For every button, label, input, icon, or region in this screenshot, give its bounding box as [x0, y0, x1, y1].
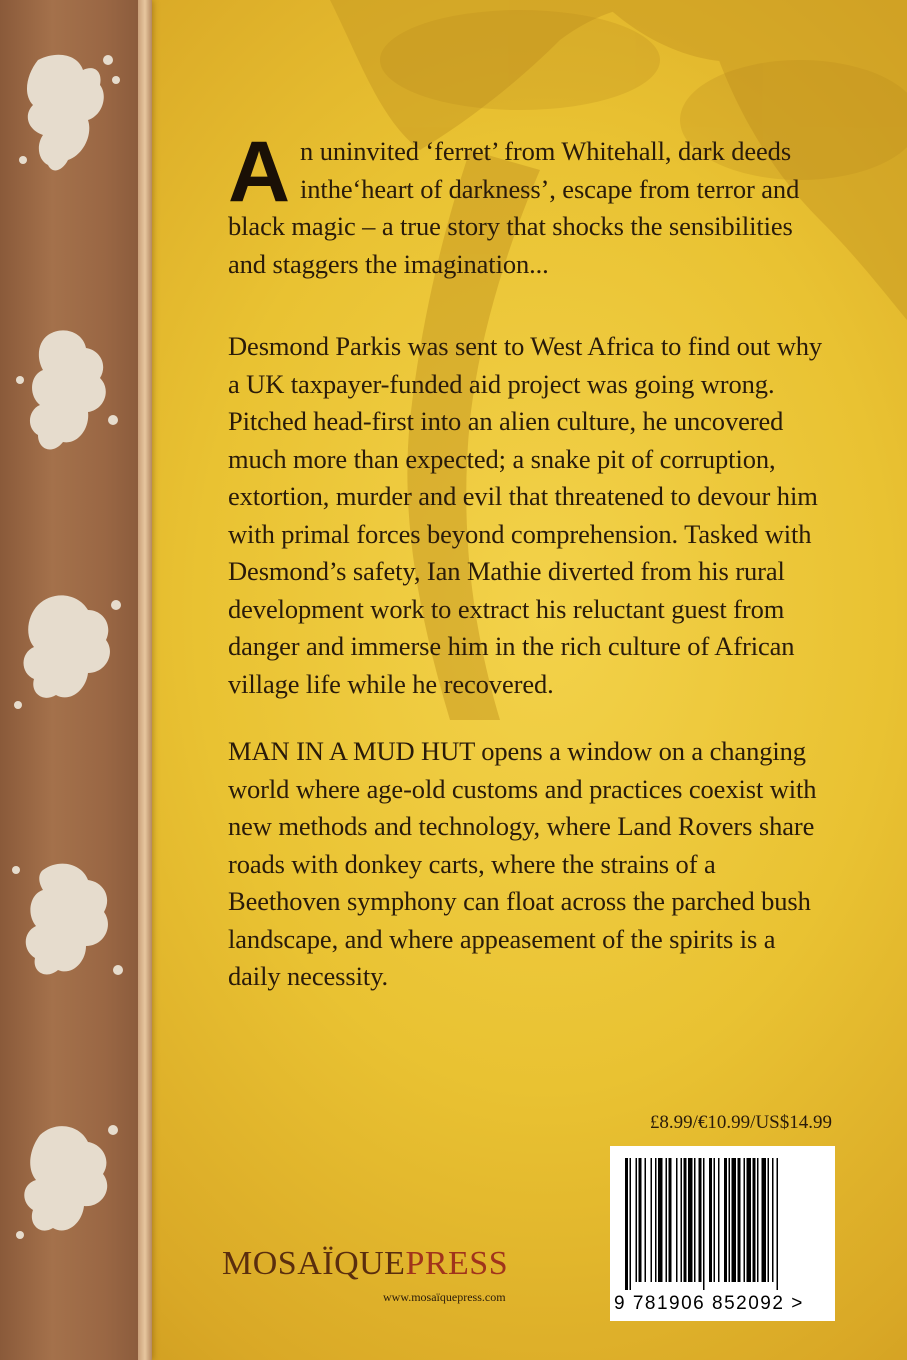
intro-text: n uninvited ‘ferret’ from Whitehall, dark deeds inthe‘heart of darkness’, escape from terror and black magic – a true story that shocks the sensibilities and staggers the imagination...: [228, 136, 800, 279]
isbn-number: 9 781906 852092 >: [614, 1293, 804, 1314]
publisher-url: www.mosaïquepress.com: [383, 1290, 506, 1304]
isbn-barcode: [610, 1146, 835, 1321]
drop-cap: A: [228, 124, 291, 220]
barcode-icon: [625, 1158, 820, 1290]
batik-figure-icon: [8, 40, 128, 190]
blurb-paragraph-1: Desmond Parkis was sent to West Africa to find out why a UK taxpayer-funded aid project was going wrong. Pitched head-first into an alien culture, he uncovered much more than expected; a snake pit of corruption, extortion, murder and evil that threatened to devour him with primal forces beyond comprehension. Tasked with Desmond’s safety, Ian Mathie diverted from his rural development work to extract his reluctant guest from danger and immerse him in the rich culture of African village life while he recovered.: [228, 331, 823, 699]
blurb-intro: [228, 124, 828, 283]
price-label: £8.99/€10.99/US$14.99: [649, 1112, 832, 1133]
publisher-logo: [222, 1245, 552, 1282]
strip-torn-edge: [138, 0, 152, 1360]
batik-figure-icon: [8, 1110, 128, 1260]
publisher-name-part2: PRESS: [405, 1245, 509, 1282]
batik-figure-icon: [8, 320, 128, 470]
decorative-batik-strip: [0, 0, 150, 1360]
batik-figure-icon: [8, 850, 128, 1000]
batik-figure-icon: [8, 575, 128, 725]
blurb-paragraph-2: MAN IN A MUD HUT opens a window on a changing world where age-old customs and practices coexist with new methods and technology, where Land Rovers share roads with donkey carts, where the strains of a Beethoven symphony can float across the parched bush landscape, and where appeasement of the spirits is a daily necessity.: [228, 736, 817, 991]
publisher-name-part1: MOSAÏQUE: [222, 1245, 406, 1282]
